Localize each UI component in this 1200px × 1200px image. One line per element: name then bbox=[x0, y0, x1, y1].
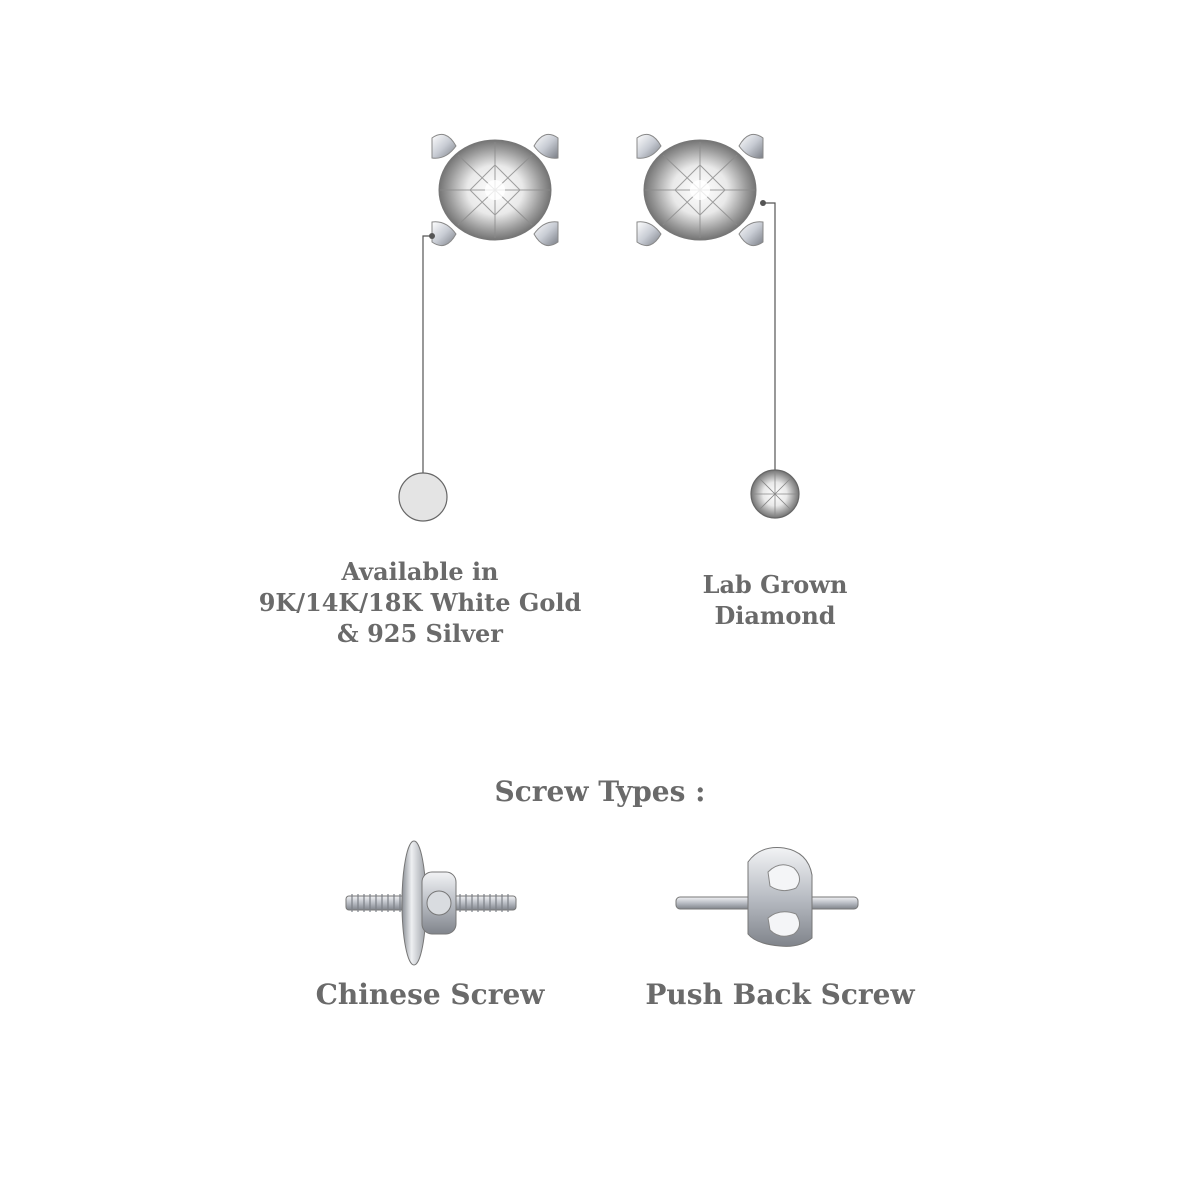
chinese-screw-icon bbox=[346, 841, 516, 965]
metal-swatch-icon bbox=[399, 473, 447, 521]
push-back-screw-label: Push Back Screw bbox=[645, 978, 915, 1011]
metal-option-line-1: Available in bbox=[341, 557, 499, 586]
metal-leader-line bbox=[423, 233, 435, 474]
push-back-screw-icon bbox=[676, 848, 858, 947]
stone-option-line-2: Diamond bbox=[714, 601, 836, 630]
right-earring-image bbox=[637, 134, 763, 245]
diamond-swatch-icon bbox=[751, 470, 799, 518]
metal-option-label bbox=[235, 556, 605, 649]
left-earring-image bbox=[432, 134, 558, 245]
chinese-screw-label: Chinese Screw bbox=[315, 978, 545, 1011]
screw-types-title: Screw Types : bbox=[494, 775, 706, 808]
stone-option-line-1: Lab Grown bbox=[702, 570, 848, 599]
stone-option-label bbox=[660, 569, 890, 631]
metal-option-line-2: 9K/14K/18K White Gold bbox=[258, 588, 582, 617]
metal-option-line-3: & 925 Silver bbox=[337, 619, 503, 648]
